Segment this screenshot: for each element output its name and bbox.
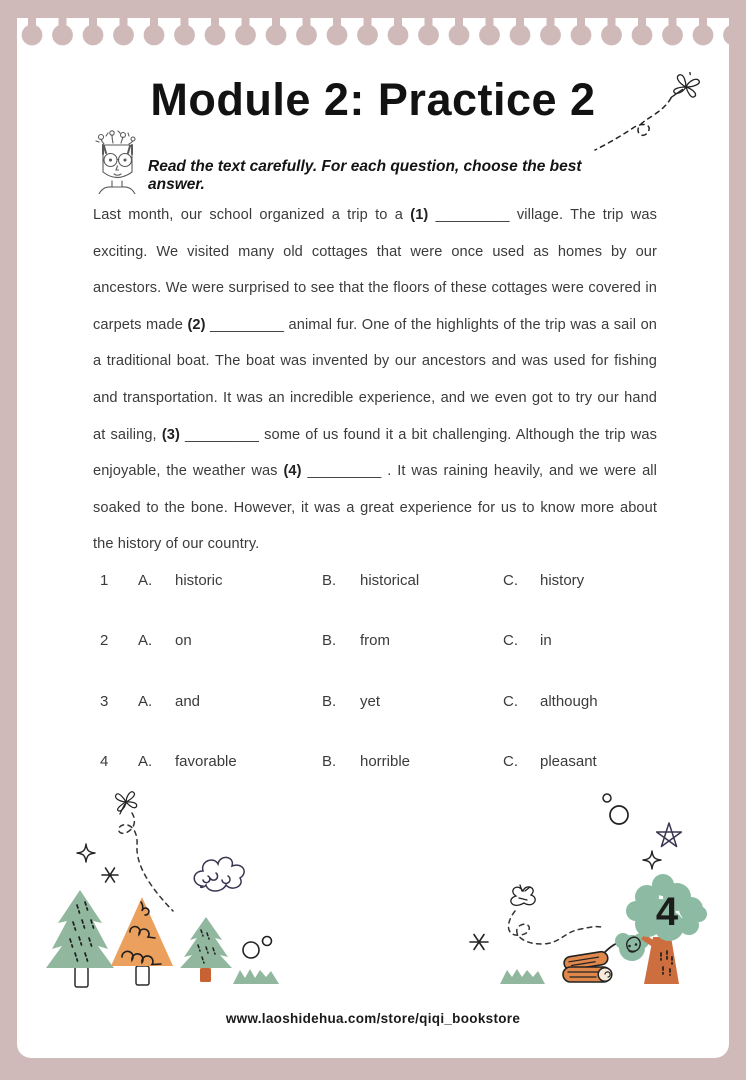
option-c-label: C.	[503, 752, 518, 770]
question-number: 1	[100, 572, 109, 589]
dashed-trail	[508, 911, 601, 944]
dashed-trail	[119, 813, 173, 911]
forest-scene-right	[455, 785, 715, 990]
option-a-text: on	[175, 632, 192, 650]
asterisk-icon	[470, 935, 488, 950]
triangle-tree-orange-icon	[111, 897, 173, 985]
option-a-label: A.	[138, 572, 153, 589]
option-a-label: A.	[138, 632, 153, 650]
reading-passage: Last month, our school organized a trip to a (1) _________ village. The trip was exciting. We visited many old cottages that were once used as homes by our ancestors. We were surprised to see that the floors of these cottages were covered in carpets made (2) _________ animal fur. One of the highlights of the trip was a sail on a traditional boat. The boat was invented by our ancestors and was used for fishing and transportation. It was an incredible experience, and we even got to try our hand at sailing, (3) _________ some of us found it a bit challenging. Although the trip was enjoyable, the weather was (4) _________ . It was raining heavily, and we were all soaked to the bone. However, it was a great experience for us to know more about the history of our country.	[93, 207, 657, 553]
option-c-text: although	[540, 692, 598, 710]
question-row-3	[100, 693, 659, 753]
dashed-trail	[595, 98, 671, 150]
option-c-label: C.	[503, 632, 518, 650]
option-a-text: historic	[175, 572, 223, 589]
page-title: Module 2: Practice 2	[150, 74, 596, 125]
star-outline-icon	[657, 823, 682, 847]
option-b-text: horrible	[360, 752, 411, 770]
sparkle-icon	[643, 851, 661, 869]
option-a-text: and	[175, 692, 201, 710]
option-c-text: in	[540, 632, 552, 650]
circle-doodle	[610, 806, 628, 824]
option-c-label: C.	[503, 692, 518, 710]
circle-doodle-small	[263, 937, 272, 946]
dragonfly-doodle-icon	[585, 72, 730, 167]
option-b-label: B.	[322, 692, 337, 710]
option-b-text: from	[360, 632, 390, 650]
option-c-text: pleasant	[540, 752, 597, 770]
option-c-label: C.	[503, 572, 518, 589]
option-b-label: B.	[322, 572, 337, 589]
grass-tuft	[500, 969, 545, 984]
option-a-label: A.	[138, 752, 153, 770]
option-c-text: history	[540, 572, 585, 589]
log-pile-icon	[563, 942, 621, 982]
student-thinking-doodle-icon	[92, 128, 142, 194]
butterfly-doodle-icon	[511, 885, 535, 905]
question-number: 4	[100, 752, 109, 770]
question-number: 3	[100, 692, 109, 710]
question-number: 2	[100, 632, 109, 650]
footer-url: www.laoshidehua.com/store/qiqi_bookstore	[225, 1011, 521, 1026]
question-row-2	[100, 632, 659, 692]
questions-table	[93, 572, 659, 813]
option-a-label: A.	[138, 692, 153, 710]
asterisk-icon	[102, 868, 118, 882]
option-b-text: yet	[360, 692, 381, 710]
sparkle-icon	[77, 844, 95, 862]
option-b-label: B.	[322, 752, 337, 770]
question-row-1	[100, 572, 659, 632]
grass-tuft	[233, 969, 279, 984]
page-number: 4	[655, 890, 679, 934]
dragonfly-doodle-icon	[114, 790, 139, 815]
instruction-text: Read the text carefully. For each question, choose the best answer.	[148, 158, 582, 193]
circle-doodle	[243, 942, 259, 958]
circle-doodle-small	[603, 794, 611, 802]
pine-tree-green-icon	[46, 890, 114, 987]
cloud-doodle-icon	[194, 857, 244, 891]
option-b-label: B.	[322, 632, 337, 650]
dragonfly-glyph	[671, 72, 701, 102]
option-a-text: favorable	[175, 752, 237, 770]
option-b-text: historical	[360, 572, 420, 589]
scallop-border-decoration	[17, 18, 729, 66]
pine-tree-small-icon	[180, 917, 232, 982]
forest-scene-left	[40, 785, 290, 990]
